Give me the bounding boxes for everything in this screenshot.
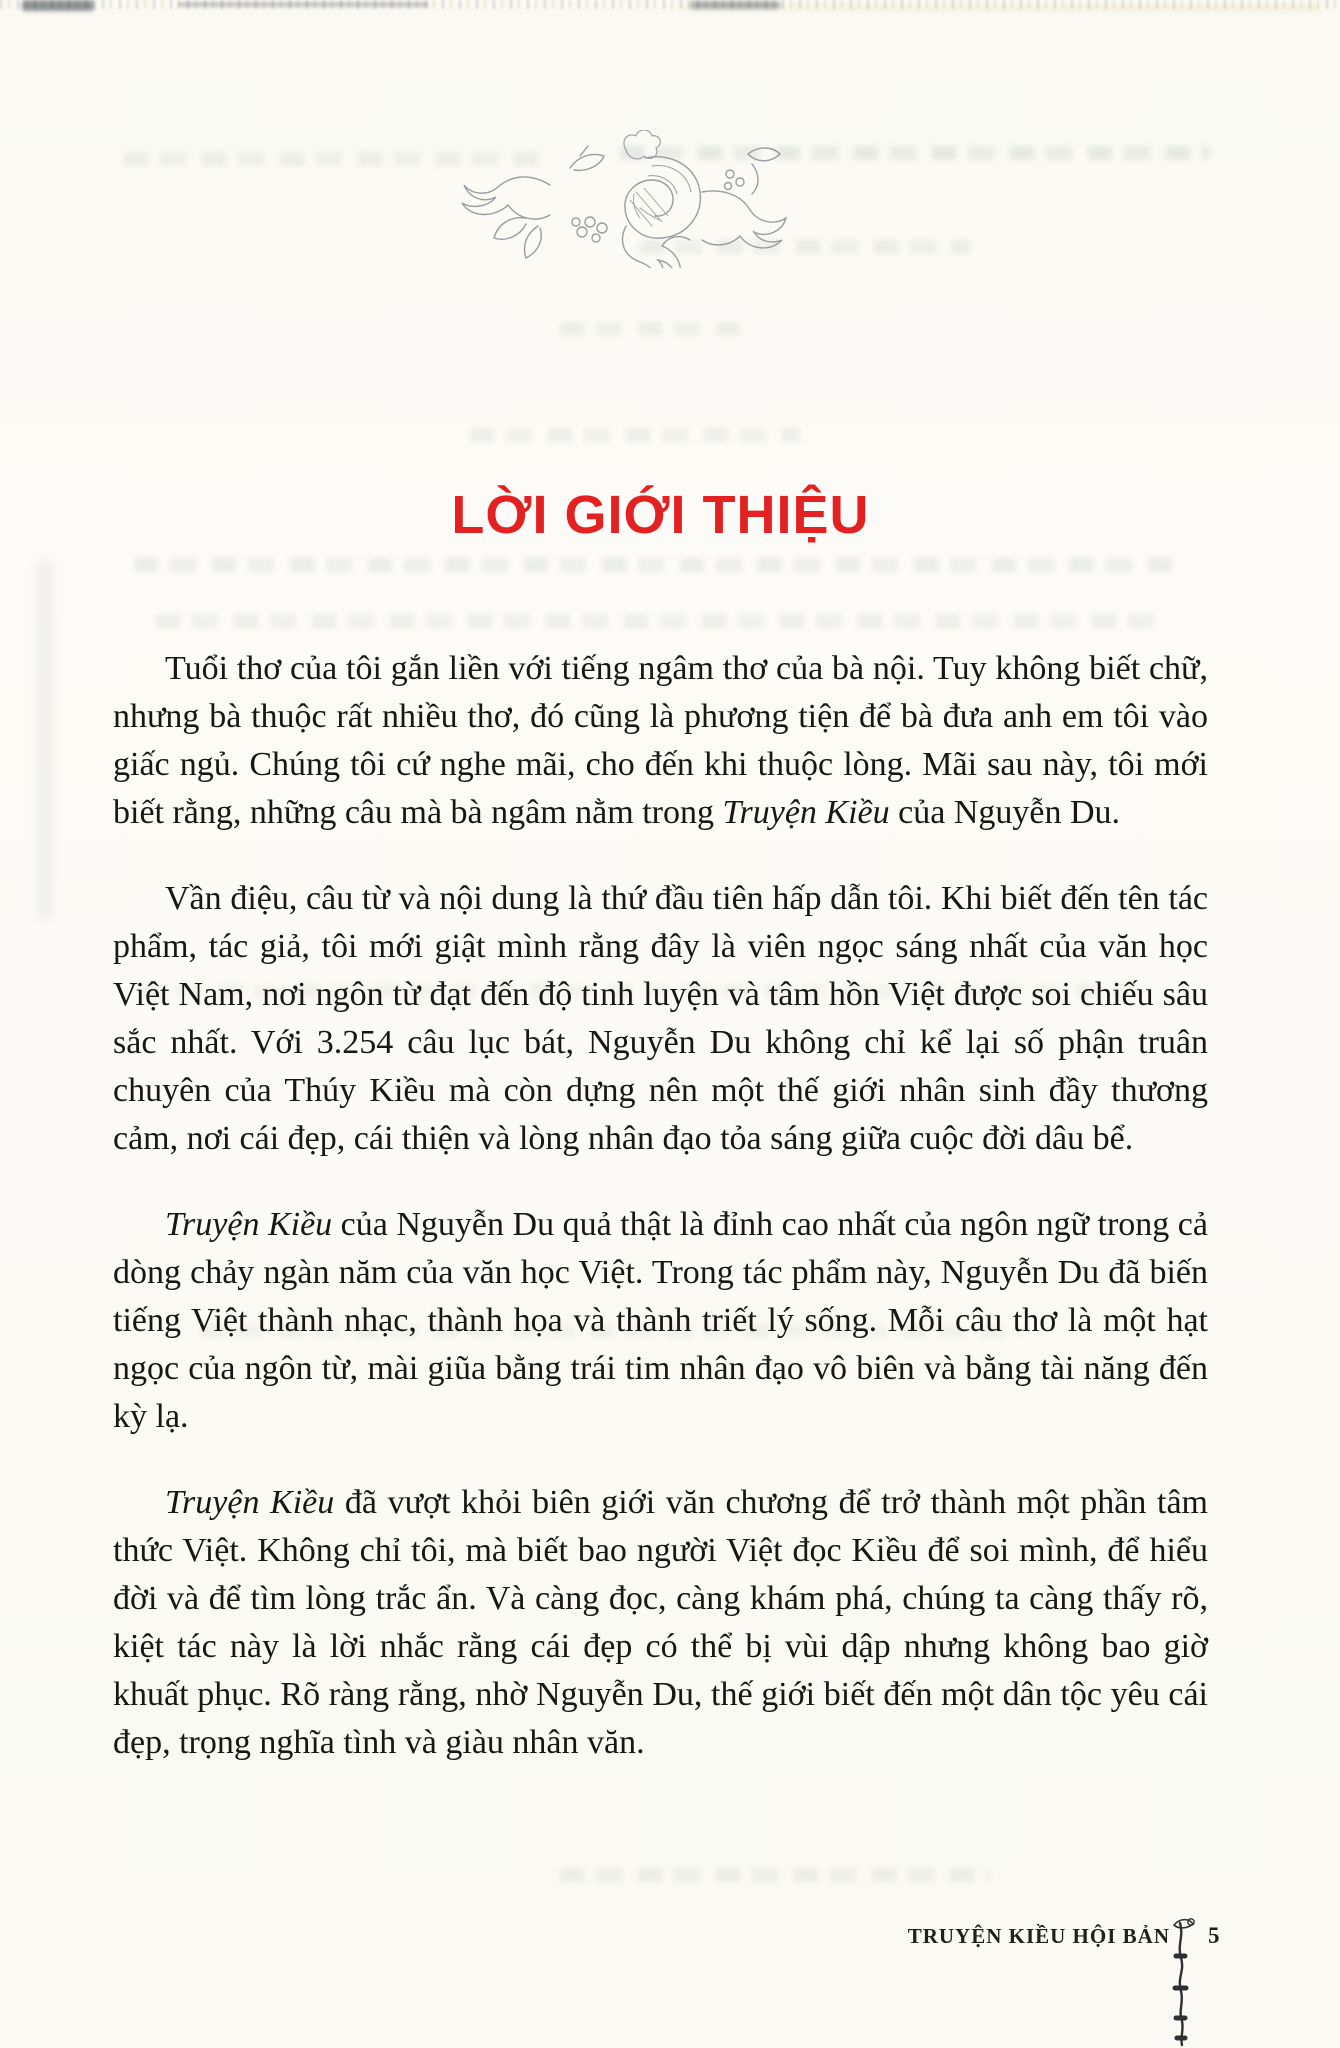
- paragraph: [113, 645, 1208, 837]
- tassel-ornament-icon: [1164, 1916, 1200, 2048]
- footer-book-title: TRUYỆN KIỀU HỘI BẢN: [907, 1924, 1170, 1948]
- paragraph: [113, 875, 1208, 1163]
- page-title: LỜI GIỚI THIỆU: [451, 485, 870, 546]
- bleedthrough-smudge: [470, 428, 800, 442]
- bleedthrough-smudge: [134, 558, 1184, 572]
- bleedthrough-smudge: [156, 614, 1156, 628]
- floral-ornament-icon: [430, 130, 792, 268]
- footer-page-number: 5: [1208, 1923, 1220, 1948]
- scan-artifact: [22, 0, 94, 11]
- bleedthrough-smudge: [560, 322, 750, 336]
- paragraph-text: của Nguyễn Du.: [889, 794, 1121, 831]
- paragraph-text: của Nguyễn Du quả thật là đỉnh cao nhất của ngôn ngữ trong cả dòng chảy ngàn năm của văn học Việt. Trong tác phẩm này, Nguyễn Du đã biến tiếng Việt thành nhạc, thành họa và thành triết lý sống. Mỗi câu thơ là một hạt ngọc của ngôn từ, mài giũa bằng trái tim nhân đạo vô biên và bằng tài năng đến kỳ lạ.: [113, 1206, 1208, 1435]
- body-paragraphs: [113, 645, 1208, 1805]
- paragraph-text: Tuổi thơ của tôi gắn liền với tiếng ngâm thơ của bà nội. Tuy không biết chữ, nhưng bà thuộc rất nhiều thơ, đó cũng là phương tiện để bà đưa anh em tôi vào giấc ngủ. Chúng tôi cứ nghe mãi, cho đến khi thuộc lòng. Mãi sau này, tôi mới biết rằng, những câu mà bà ngâm nằm trong: [113, 650, 1208, 831]
- book-title-italic: Truyện Kiều: [165, 1484, 335, 1521]
- paragraph-text: đã vượt khỏi biên giới văn chương để trở thành một phần tâm thức Việt. Không chỉ tôi, mà biết bao người Việt đọc Kiều để soi mình, để hiểu đời và để tìm lòng trắc ẩn. Và càng đọc, càng khám phá, chúng ta càng thấy rõ, kiệt tác này là lời nhắc rằng cái đẹp có thể bị vùi dập nhưng không bao giờ khuất phục. Rõ ràng rằng, nhờ Nguyễn Du, thế giới biết đến một dân tộc yêu cái đẹp, trọng nghĩa tình và giàu nhân văn.: [113, 1484, 1208, 1761]
- paragraph: [113, 1201, 1208, 1441]
- bleedthrough-smudge: [560, 1868, 990, 1882]
- scan-artifact: [178, 2, 428, 7]
- paragraph: [113, 1479, 1208, 1767]
- book-title-italic: Truyện Kiều: [165, 1206, 333, 1243]
- book-title-italic: Truyện Kiều: [722, 794, 890, 831]
- paragraph-text: Vần điệu, câu từ và nội dung là thứ đầu tiên hấp dẫn tôi. Khi biết đến tên tác phẩm, tác giả, tôi mới giật mình rằng đây là viên ngọc sáng nhất của văn học Việt Nam, nơi ngôn từ đạt đến độ tinh luyện và tâm hồn Việt được soi chiếu sâu sắc nhất. Với 3.254 câu lục bát, Nguyễn Du không chỉ kể lại số phận truân chuyên của Thúy Kiều mà còn dựng nên một thế giới nhân sinh đầy thương cảm, nơi cái đẹp, cái thiện và lòng nhân đạo tỏa sáng giữa cuộc đời dâu bể.: [113, 880, 1208, 1157]
- scan-artifact: [690, 1, 780, 9]
- page-footer: [0, 1920, 1340, 2048]
- scan-smudge: [38, 560, 52, 920]
